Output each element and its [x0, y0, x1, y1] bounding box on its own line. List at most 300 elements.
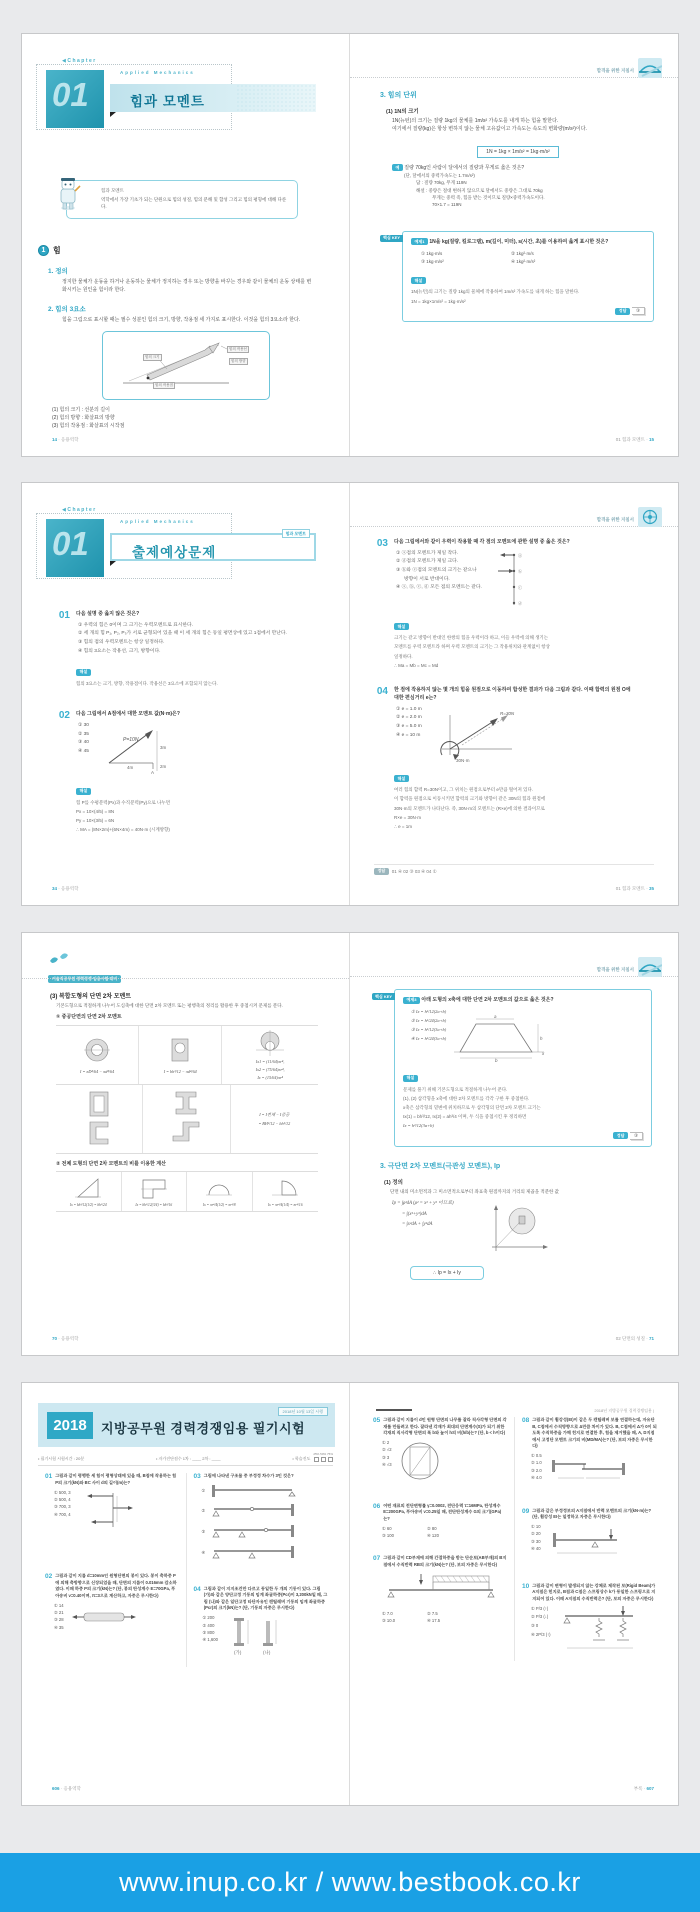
example-label: 예 [392, 164, 403, 171]
key-example-tag: 예제3 [403, 997, 420, 1004]
option: ② e = 2.0 m [396, 715, 422, 721]
key-option-2: ② 1kg²·m/s [511, 251, 534, 257]
polar-formula-3: = ∫x²dA + ∫y²dA [402, 1222, 433, 1228]
option: ④ 힘의 3요소는 작용선, 크기, 방향이다. [78, 648, 161, 654]
solution-formula: Py = 10×(3/5) = 6N [76, 817, 115, 823]
option: ① 14 [54, 1602, 64, 1608]
solution-formula: R×e = 30N·m [394, 814, 422, 820]
option: ③ ⓑ와 ⓒ점의 모멘트의 크기는 같으나 [396, 568, 477, 573]
page-footer-right: 02 단면의 성질 · 71 [615, 1336, 654, 1341]
spread-3 [21, 932, 679, 1356]
option: ④ 4.0 [531, 1475, 542, 1481]
progress-label: • 학습진도 [292, 1456, 311, 1461]
key-option-3: ③ 1kg·m/s² [421, 258, 444, 264]
mascot-icon [55, 177, 81, 216]
exam-duration: • 필기시험 시험시간 : 20분 [38, 1456, 85, 1461]
key-solution-2: 1N = 1kg×1m/s² = 1kg·m/s² [411, 298, 466, 304]
circle-composite-formula-3: Ix = (15/64)πr⁴ [257, 1074, 283, 1080]
question-04 [194, 1586, 329, 1658]
unit-paragraph-1: 1N(뉴턴)의 크기는 질량 1kg의 물체를 1m/s² 가속도를 내게 하는 힘을 말한다. [392, 118, 559, 124]
key-example-box [394, 989, 652, 1147]
trapezoid-diagram [452, 1014, 546, 1062]
option: ③ 28 [54, 1617, 64, 1623]
box-channel-cell [56, 1085, 143, 1153]
question-text: 그림과 같은 부정정보의 A지점에서 반력 모멘트의 크기(kN·m)는? (단, 휨강성 EI는 일정하고 자중은 무시한다) [532, 1507, 652, 1519]
solution-text: 이 합력을 원점으로 이동시키면 합력의 크기와 방향이 같은 30N의 힘과 원점에 [394, 796, 546, 802]
option: ④ 35 [54, 1624, 64, 1630]
force-elements-figure [102, 331, 270, 400]
chapter-label: ◀Chapter [62, 507, 97, 513]
option: ④ ⓐ, ⓑ, ⓒ, ⓓ 모든 점의 모멘트는 같다. [396, 585, 482, 591]
triangle-shape [73, 1176, 103, 1200]
chapter-number: 01 [52, 525, 89, 562]
header-rule [376, 1409, 412, 1411]
bridge-logo-icon [638, 58, 662, 83]
chapter-title-band [110, 530, 316, 561]
svg-text:ⓑ: ⓑ [517, 568, 522, 574]
brand-slogan: 합격을 위한 지침서 [596, 67, 634, 73]
question-text: 그림과 같이 지름 d=10mm인 원형단면의 봉이 있다. 봉이 축하중 P에 의해 축방향으로 신장되었을 때, 단면의 지름이 0.016mm 감소하였다. 이때 하중 P의 크기(kN)는? (단, 봉의 탄성계수 E=70GPa, 푸아송비 ν=0.40이며, π=3으로 계산하고, 자중은 무시한다) [55, 1573, 177, 1598]
svg-text:A: A [150, 770, 154, 776]
spread2-left-page [22, 483, 350, 905]
solution-text: 크기는 같고 방향이 반대인 한쌍의 힘을 우력이라 하고, 이들 우력에 의해 생기는 [394, 635, 549, 641]
triangle-formula: Ix = bh³/12(1/2) = bh³/24 [69, 1202, 107, 1207]
polar-formula-2: = ∫(x²+y²)dA [402, 1211, 427, 1217]
option: ③ 2.0 [531, 1467, 542, 1473]
q04-resultant-diagram [428, 705, 520, 763]
three-elements-heading: 2. 힘의 3요소 [48, 306, 86, 314]
option: ③ 40 [78, 740, 89, 746]
key-option-2: ② Ix = h³/24(2a+b) [411, 1018, 447, 1024]
answer-value: ③ [632, 307, 645, 315]
option: ② ⓓ점의 모멘트가 제일 크다. [396, 559, 459, 565]
question-06 [373, 1503, 507, 1540]
option: ③ 800 [202, 1629, 215, 1635]
svg-text:a: a [494, 1014, 497, 1020]
ibeam-and-z-shapes [169, 1089, 203, 1149]
circle-composite-formula-2: Ix2 = (75/64)πr⁴, [255, 1066, 285, 1072]
header-divider [22, 978, 349, 979]
question-number: 08 [522, 1417, 530, 1424]
option: ② √2 [382, 1447, 392, 1453]
question-number: 07 [373, 1555, 381, 1563]
semicircle-shape [204, 1176, 234, 1200]
option: ② 80 [427, 1525, 437, 1531]
hollow-section-heading: ① 중공단면의 단면 2차 모멘트 [56, 1014, 122, 1021]
fig-label-size: 힘의 크기 [143, 354, 163, 361]
q03-beam-2 [208, 1504, 298, 1518]
circle-composite-cell [222, 1026, 318, 1084]
definition-heading: 1. 정의 [48, 267, 68, 275]
option: ① 200 [202, 1615, 215, 1621]
key-solution: (1), (2) 삼각형을 x축에 대한 2차 모멘트를 각각 구한 후 중첩한다. [403, 1095, 530, 1101]
band-fold-corner [110, 561, 116, 566]
option: ③ 힘의 점의 우력모멘트는 항상 일정하다. [78, 640, 165, 645]
polar-conclusion-box: ∴ Ip = Ix + Iy [410, 1266, 484, 1280]
question-03 [374, 539, 658, 669]
brand-header [597, 957, 662, 982]
option: ① 500, 3 [54, 1489, 71, 1495]
question-08 [522, 1417, 657, 1486]
chapter-header [36, 58, 312, 136]
option: ④ e = 10 m [396, 732, 421, 738]
option: ③ 0 [531, 1623, 539, 1629]
intro-card-title: 힘과 모멘트 [101, 188, 124, 193]
definition-paragraph: 단면 내의 미소면적과 그 미소면적으로부터 좌표축 원점까지의 거리의 제곱을 적분한 값 [390, 1188, 559, 1194]
brand-header [597, 507, 662, 532]
definition-paragraph: 정지한 물체가 운동을 하거나 운동하는 물체가 정지하는 경우 또는 방향을 바꾸는 경우와 같이 물체의 운동 상태를 변화시키는 원인을 힘이라 한다. [62, 278, 312, 294]
spread-2 [21, 482, 679, 906]
question-number: 04 [376, 686, 388, 698]
question-04 [374, 687, 658, 830]
composite-paragraph: 기본도형으로 적절하게 나누어 도심축에 대한 단면 2차 모멘트 또는 평행축의 정리를 활용한 후 중첩시켜 문제를 푼다. [56, 1003, 283, 1008]
answer-badge: 정답 [615, 308, 630, 315]
annulus-cell [56, 1026, 139, 1084]
force-element-item: (1) 힘의 크기 : 선분의 길이 [52, 406, 110, 413]
page-footer-left: 70 · 응용역학 [52, 1336, 79, 1341]
key-solution-result: Ix = h³/12(3a+b) [403, 1123, 434, 1129]
key-solution-1: 1N(뉴턴)의 크기는 질량 1kg의 물체에 작용하여 1m/s² 가속도를 내게 하는 힘을 말한다. [411, 289, 580, 295]
series-label: Applied Mechanics [120, 519, 195, 524]
example-question: 예 질량 70kg인 사람이 달에서의 질량과 무게로 옳은 것은? [392, 164, 656, 172]
question-text: 다음 그림에서 A점에서 대한 모멘트 값(N·m)은? [76, 711, 180, 718]
key-point-badge: 핵심 KEY [380, 235, 403, 242]
svg-text:30N·m: 30N·m [455, 757, 470, 763]
key-question: 예제1 1N을 kg(질량, 킬로그램), m(길이, 미터), s(시간, 초)를 이용하여 옳게 표시한 것은? [411, 238, 645, 246]
question-text: 그림과 같이 지지조건만 다르고 동일한 두 개의 기둥이 있다. 그림 (가)와 같은 양단고정 기둥의 임계 좌굴하중(Pcr)이 3,200kN일 때, 그림 (나)와 같은 일단고정 타단자유인 캔틸레버 기둥의 임계 좌굴하중(Pcr)의 크기(kN)는? (단, 기둥의 자중은 무시한다) [203, 1585, 328, 1611]
question-text: 한 점에 작용하지 않는 몇 개의 힘을 원점으로 이동하여 합성한 결과가 다음 그림과 같다. 이때 합력의 원점 O에 대한 편심거리 e는? [394, 687, 631, 702]
solution-badge: 해설 [394, 623, 409, 630]
question-number: 01 [45, 1473, 53, 1480]
fig-label-action-line: 힘의 작용선 [227, 346, 250, 353]
hollow-sections-table [56, 1025, 318, 1085]
solution-badge: 해설 [394, 775, 409, 782]
spread-4 [21, 1382, 679, 1806]
solution-text: 일정하다. [394, 653, 413, 659]
option: ① 30 [78, 723, 89, 729]
example-solution-3: 70×1.7 = 119N [432, 202, 462, 208]
wheel-logo-icon [638, 507, 662, 532]
solution-badge: 해설 [411, 277, 426, 284]
q03-couple-diagram [488, 549, 538, 611]
svg-text:3m: 3m [159, 745, 167, 751]
ibeam-z-cell [143, 1085, 230, 1153]
spread3-right-page [350, 933, 678, 1355]
question-02 [56, 711, 327, 833]
option: ③ 30 [531, 1538, 541, 1544]
question-number: 10 [522, 1582, 530, 1590]
question-05 [373, 1417, 507, 1483]
q09-propped-beam-diagram [547, 1527, 623, 1561]
answer-badge: 정답 [374, 868, 389, 875]
exam-prep-tag: 기술직공무원 경력경쟁 임용시험 대비 [48, 967, 121, 985]
option-marker: ② [201, 1508, 206, 1514]
spread4-right-page [350, 1383, 678, 1805]
self-check-score: • 자가진단점수 1차 : ____ 2차 : ____ [155, 1456, 221, 1461]
question-number: 02 [58, 710, 70, 722]
circle-composite-shape [254, 1030, 286, 1056]
svg-text:b: b [495, 1058, 498, 1063]
exam-title: 지방공무원 경력경쟁임용 필기시험 [101, 1421, 306, 1436]
option: ② 500, 4 [54, 1496, 71, 1502]
question-10 [522, 1583, 657, 1653]
unit-subheading: (1) 1N의 크기 [386, 109, 419, 115]
question-number: 06 [373, 1502, 381, 1510]
option-marker: ③ [201, 1529, 206, 1535]
option: ① e = 1.0 m [396, 706, 422, 712]
option: ① 0.5 [531, 1453, 542, 1458]
triangle-cell [56, 1172, 122, 1211]
question-01 [56, 611, 327, 687]
question-number: 03 [376, 538, 388, 549]
question-number: 09 [522, 1507, 530, 1515]
newton-formula-box: 1N = 1kg × 1m/s² = 1kg·m/s² [477, 146, 559, 158]
option: ③ 10.0 [382, 1618, 396, 1624]
question-01 [45, 1473, 179, 1531]
question-text: 어떤 재료의 전단변형률 γ=0.0002, 전단응력 τ=16MPa, 탄성계수 E=200GPa, 푸아송비 ν=0.25일 때, 전단탄성계수 G의 크기(GPa)는? [383, 1502, 502, 1521]
section-heading-row [38, 245, 349, 256]
answer-badge: 정답 [613, 1132, 628, 1139]
key-example-box [402, 231, 654, 322]
website-banner [0, 1853, 700, 1912]
semicircle-cell [187, 1172, 253, 1211]
question-number: 01 [58, 610, 70, 621]
solution-text: 30N·m의 모멘트가 나타난다. 즉, 30N·m의 모멘트는 (R×e)에 의한 결과이므로 [394, 805, 545, 811]
answers-row [374, 864, 654, 875]
svg-text:ⓐ: ⓐ [517, 552, 522, 558]
brand-slogan: 합격을 위한 지침서 [596, 516, 634, 522]
rect-hole-cell [139, 1026, 222, 1084]
solution-badge: 해설 [76, 788, 91, 795]
polar-formula-1: Ip = ∫ρ²dA (ρ² = x² + y² 이므로) [392, 1201, 454, 1207]
option-marker: ① [201, 1488, 206, 1494]
exam-date-tag: 2018년 10월 13일 시행 [278, 1407, 328, 1416]
polar-axes-diagram [486, 1203, 552, 1257]
quartercircle-shape [270, 1176, 300, 1200]
lshape-cell [122, 1172, 188, 1211]
section-number-badge: 1 [38, 245, 49, 256]
quartercircle-formula: Ix = πr⁴/4(1/4) = πr⁴/16 [267, 1202, 303, 1207]
lshape-shape [139, 1176, 169, 1200]
option: ④ 700, 4 [54, 1511, 71, 1517]
annulus-shape [80, 1036, 114, 1066]
option: ④ 1,600 [202, 1637, 218, 1643]
chapter-tag: 힘과 모멘트 [282, 529, 310, 538]
option-marker: ④ [201, 1550, 206, 1556]
solution-text: 힘의 3요소는 크기, 방향, 작용점이다. 작용선은 3요소에 포함되지 않는다. [76, 680, 218, 686]
question-text: 다음 그림에서와 같이 우력이 작용할 때 각 점의 모멘트에 관한 설명 중 옳은 것은? [394, 539, 570, 545]
section-title: 힘 [53, 245, 61, 255]
option: ④ √3 [382, 1462, 392, 1468]
key-option-1: ① Ix = h³/12(2a+b) [411, 1009, 447, 1015]
spread2-right-page [350, 483, 678, 905]
option: ② P/3 (↓) [531, 1614, 549, 1620]
solution-text: 여러 힘의 합력 R=30N이고, 그 위치는 원점으로부터 e만큼 떨어져 있다. [394, 787, 534, 793]
q01-parallel-forces-diagram [77, 1489, 139, 1531]
question-number: 05 [373, 1417, 381, 1424]
definition-subheading: (1) 정의 [384, 1179, 403, 1186]
page-footer-right: 01 힘과 모멘트 · 15 [615, 437, 654, 442]
key-option-3: ③ Ix = h³/12(3a+b) [411, 1026, 447, 1032]
option: ② 7.5 [427, 1610, 438, 1616]
question-text: 그림과 같이 지름이 d인 원형 단면의 나무를 잘라 직사각형 단면의 각재를 만들려고 한다. 잘라낸 각재가 최대의 단면계수(S)가 되기 위한 각재의 직사각형 단면의 폭 b와 높이 h의 비(h/b)는? (단, b < h이다) [383, 1417, 507, 1435]
option: ④ 40 [531, 1546, 541, 1552]
rect-hole-shape [165, 1036, 195, 1066]
option: ① ⓐ점의 모멘트가 제일 작다. [396, 550, 459, 556]
brand-header [597, 58, 662, 83]
semicircle-formula: Ix = πr⁴/4(1/2) = πr⁴/8 [202, 1202, 236, 1207]
website-urls: www.inup.co.kr / www.bestbook.co.kr [119, 1867, 581, 1897]
progress-checkbox [314, 1457, 319, 1462]
spread4-left-page [22, 1383, 350, 1805]
option: ② 21 [54, 1609, 64, 1615]
question-text: 그림에 나타낸 구조물 중 부정정 차수가 3인 것은? [203, 1473, 294, 1478]
key-point-badge: 핵심 KEY [372, 993, 395, 1000]
solution-formula: Px = 10×(4/5) = 8N [76, 808, 115, 814]
rect-hole-formula: I = bh³/12 − πd⁴/64 [163, 1068, 197, 1074]
svg-text:2m: 2m [159, 764, 167, 770]
example-solution-2: 무게는 중력 즉, 힘을 받는 것이므로 질량×중력가속도이다. [432, 195, 545, 201]
hollow-box-and-channel-shapes [84, 1089, 114, 1149]
option: ② 세 개의 힘 P₁, P₂, P₃가 서로 균형되어 있을 때 이 세 개의 힘은 동일 평면상에 있고 1점에서 만난다. [78, 631, 287, 637]
spread3-left-page [22, 933, 350, 1355]
exam-header [38, 1403, 335, 1447]
lshape-formula: Ix = bh³/12(3/4) = bh³/16 [135, 1202, 173, 1207]
ratio-method-table [56, 1171, 318, 1212]
progress-percents: 25% 50% 75% [313, 1452, 333, 1456]
question-text: 다음 설명 중 옳지 않은 것은? [76, 611, 140, 617]
option: ② 400 [202, 1622, 215, 1628]
option: ① P/3 (↑) [531, 1605, 549, 1611]
option: ③ 100 [382, 1532, 394, 1538]
option: ④ 17.5 [427, 1618, 441, 1624]
unit-section-heading: 3. 힘의 단위 [380, 92, 417, 99]
svg-text:(가): (가) [233, 1649, 242, 1655]
option-continued: 방향이 서로 반대이다. [404, 576, 450, 582]
option: ③ e = 5.0 m [396, 724, 422, 730]
spread1-right-page [350, 34, 678, 456]
chapter-title: 출제예상문제 [132, 545, 217, 560]
svg-text:x: x [542, 1051, 545, 1057]
exam-page-tag: 2018년 지방공무원 경력경쟁임용 | [594, 1408, 654, 1413]
example-answer: 답 : 질량 70kg, 무게 119N [416, 180, 467, 186]
question-text: 그림과 같이 CD부재에 의해 간접하중을 받는 단순보(AB부재)의 B지점에서 수직반력 RB의 크기(kN)는? (단, 보의 자중은 무시한다) [383, 1555, 507, 1567]
option: ③ 3 [382, 1454, 390, 1460]
annulus-formula: I = πD⁴/64 − πd⁴/64 [80, 1068, 115, 1074]
chapter-title-band [110, 84, 316, 112]
halftone-decoration [236, 84, 316, 112]
force-element-item: (3) 힘의 작용점 : 화살표의 시작점 [52, 423, 125, 430]
brand-slogan: 합격을 위한 지침서 [596, 966, 634, 972]
polar-moment-heading: 3. 극단면 2차 모멘트(극관성 모멘트), Ip [380, 1162, 501, 1170]
option: ① 60 [382, 1525, 392, 1531]
question-text: 그림과 같이 휨강성(EI)이 같은 두 캔틸레버 보를 연결하는데, 자유단 B, C점에서 수직방향으로 Δ만큼 차이가 있다. B, C점에서 Δ가 0이 되도록 수직하중을 가해 힌지로 연결한 후, 힘을 제거했을 때, A, D지점에서 고정단 모멘트 크기의 비(MD/MA)는? (단, 보의 자중은 무시한다) [532, 1417, 657, 1448]
question-09 [522, 1508, 657, 1561]
q07-indirect-load-diagram [381, 1572, 501, 1602]
q03-beam-3 [208, 1525, 298, 1539]
key-solution: 문제를 풀기 위해 기본도형으로 적절하게 나누어 푼다. [403, 1086, 508, 1092]
page-footer-left: 14 · 응용역학 [52, 437, 79, 442]
key-solution: x축은 삼각형의 밑변에 위치하므로 두 삼각형의 단면 2차 모멘트 크기는 [403, 1105, 541, 1111]
unit-paragraph-2: 여기에서 질량(kg)은 항상 변하지 않는 물체 고유값이고 가속도는 속도의 변화량(m/s²)이다. [392, 126, 587, 133]
question-text: 그림과 같이 변형이 발생되지 않는 강체로 제작된 보(Rigid Beam)가 A지점은 힌지로, B점과 C점은 스프링상수 k가 동일한 스프링으로 지지되어 있다. 이때 A지점의 수직반력은? (단, 보의 자중은 무시한다) [532, 1582, 656, 1601]
three-elements-paragraph: 힘을 그림으로 표시할 때는 필수 성분인 힘의 크기, 방향, 작용점 세 가지로 표시한다. 이것을 힘의 3요소라 한다. [62, 317, 301, 324]
thin-wall-formula-cell [231, 1085, 318, 1153]
option: ④ 2P/3 (↑) [531, 1631, 551, 1637]
intro-card-text: 역학에서 가장 기초가 되는 단원으로 힘의 성질, 힘의 분해 및 합성 그리고 힘의 평형에 대해 다룬다. [101, 197, 287, 210]
key-solution: Ix(1) = bh³/12, Ix(2) = ah³/4 이며, 두 식을 중첩시킨 후 정리하면 [403, 1114, 527, 1120]
svg-text:4m: 4m [126, 765, 134, 771]
circle-composite-formula-1: Ix1 = (11/64)πr⁴, [255, 1058, 285, 1064]
thin-wall-sections-table [56, 1085, 318, 1154]
answers-list: 01 ④ 02 ③ 03 ④ 04 ① [391, 868, 437, 874]
chapter-label: ◀Chapter [62, 58, 97, 64]
option: ③ 700, 3 [54, 1504, 71, 1510]
progress-checkbox [328, 1457, 333, 1462]
solution-badge: 해설 [76, 669, 91, 676]
question-03 [194, 1473, 329, 1560]
question-number: 03 [193, 1473, 201, 1480]
option: ① 10 [531, 1524, 541, 1529]
fig-label-point: 힘의 작용점 [153, 382, 176, 389]
q05-circle-section-diagram [398, 1439, 442, 1483]
question-02 [45, 1573, 179, 1631]
q10-rigid-beam-springs-diagram [557, 1606, 639, 1652]
answer-value: ③ [630, 1132, 643, 1140]
option: ② 35 [78, 731, 89, 737]
progress-tracker [292, 1452, 333, 1462]
question-07 [373, 1555, 507, 1624]
key-option-4: ④ 1kg²·m/s² [511, 258, 536, 264]
page-footer-right: 01 힘과 모멘트 · 35 [615, 886, 654, 891]
example-solution-1: 해설 : 중량은 절대 변하지 않으므로 달에서도 중량은 그대로 70kg [416, 187, 543, 193]
page-footer-left: 606 · 응용역학 [52, 1786, 81, 1791]
solution-formula: ∴ Ma = Mb = Mc = Md [394, 662, 439, 668]
chapter-header [36, 507, 312, 585]
option: ④ 120 [427, 1532, 439, 1538]
question-text: 그림과 같이 평행한 세 힘이 평형상태에 있을 때, B점에 작용하는 힘 P의 크기(kN)와 BC 사이 d의 길이(m)는? [55, 1473, 177, 1485]
svg-text:ⓒ: ⓒ [517, 584, 522, 590]
band-fold-corner [110, 112, 116, 117]
thin-wall-formula-1: I = I전체 − I중공 [259, 1111, 290, 1117]
q04-columns-diagram [224, 1614, 288, 1658]
svg-text:R=30N: R=30N [499, 710, 514, 716]
bridge-logo-icon [638, 957, 662, 982]
thin-wall-formula-2: = BH³/12 − bh³/12 [258, 1120, 291, 1126]
key-option-4: ④ Ix = h³/24(3a+b) [411, 1035, 447, 1041]
option: ② 20 [531, 1531, 541, 1537]
solution-text: 모멘트를 우력 모멘트라 하며 우력 모멘트의 크기는 그 작용위치와 관계없이 항상 [394, 644, 550, 650]
page-footer-right: 부록 · 607 [633, 1786, 654, 1791]
key-option-1: ① 1kg·m/s [421, 251, 443, 257]
composite-section-heading: (3) 복합도형의 단면 2차 모멘트 [50, 994, 132, 1000]
question-number: 04 [193, 1585, 201, 1593]
svg-text:P=10N: P=10N [122, 737, 139, 744]
solution-formula: ∴ MA = (8N×2m)+(6N×4m) = 40N·m (시계방향) [76, 827, 170, 833]
solution-text: 힘 P를 수평분력(Px)과 수직분력(Py)으로 나누면 [76, 799, 171, 805]
spread1-left-page [22, 34, 350, 456]
svg-text:(나): (나) [262, 1649, 271, 1655]
q02-moment-diagram [95, 723, 173, 775]
chapter-title: 힘과 모멘트 [130, 94, 205, 109]
svg-text:ⓓ: ⓓ [517, 600, 522, 606]
series-label: Applied Mechanics [120, 70, 195, 75]
q03-beam-1 [208, 1485, 298, 1497]
q02-rod-diagram [70, 1607, 140, 1627]
option: ① 2 [382, 1440, 390, 1445]
exam-year-badge: 2018 [47, 1412, 93, 1439]
q03-beam-4 [208, 1546, 298, 1560]
